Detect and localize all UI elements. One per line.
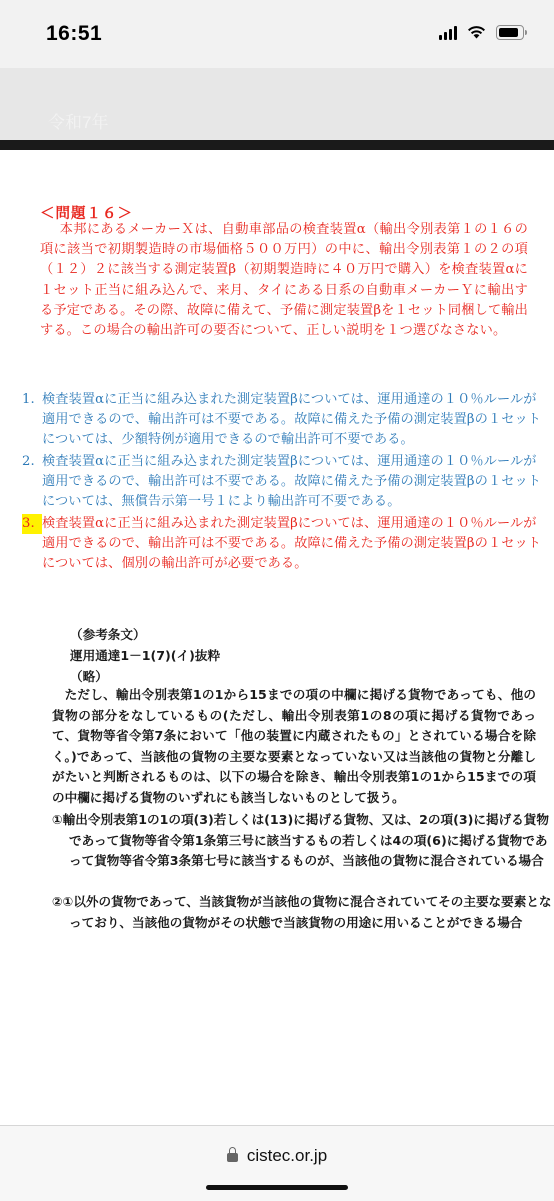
question-body: 本邦にあるメーカーＸは、自動車部品の検査装置α（輸出令別表第１の１６の項に該当で初期製造時の市場価格５００万円）の中に、輸出令別表第１の２の項（１２）２に該当する測定装置β（初期製造時に４０万円で購入）を検査装置αに１セット正当に組み込んで、来月、タイにある日系の自動車メーカーＹに輸出する予定である。その際、故障に備えて、予備に測定装置βを１セット同梱して輸出する。この場合の輸出許可の要否について、正しい説明を１つ選びなさない。 [40,222,528,339]
browser-bottom-bar [0,1125,554,1201]
url-bar[interactable] [0,1146,554,1166]
wifi-icon [467,25,486,39]
option-number-highlighted: 3. [22,514,42,534]
lock-icon [227,1153,238,1162]
option-number: 2. [22,454,35,469]
url-text: cistec.or.jp [246,1146,328,1165]
option-text: 検査装置αに正当に組み込まれた測定装置βについては、運用通達の１０％ルールが適用できるので、輸出許可は不要である。故障に備えた予備の測定装置βの１セットについては、無償告示第一号１により輸出許可不要である。 [42,454,542,510]
option-text: 検査装置αに正当に組み込まれた測定装置βについては、運用通達の１０％ルールが適用できるので、輸出許可は不要である。故障に備えた予備の測定装置βの１セットについては、少額特例が適用できるので輸出許可不要である。 [42,392,542,448]
option-1 [22,390,548,451]
option-3 [22,514,548,575]
reference-omitted: （略） [70,669,108,684]
home-indicator[interactable] [206,1185,348,1190]
reference-body: ただし、輸出令別表第1の1から15までの項の中欄に掲げる貨物であっても、他の貨物の部分をなしているもの(ただし、輸出令別表第1の8の項に掲げる貨物であって、貨物等省令第7条において「他の装置に内蔵されたもの」とされている場合を除く。)であって、当該他の貨物の主要な要素となっていない又は当該他の貨物と分離しがたいと判断されるものは、以下の場合を除き、輸出令別表第1の1から15までの項の中欄に掲げる貨物のいずれにも該当しないものとして扱う。 [52,687,536,805]
reference-source: 運用通達1－1(7)(イ)抜粋 [70,648,221,663]
option-2 [22,452,548,513]
option-text: 検査装置αに正当に組み込まれた測定装置βについては、運用通達の１０％ルールが適用できるので、輸出許可は不要である。故障に備えた予備の測定装置βの１セットについては、個別の輸出許可が必要である。 [42,516,542,572]
document-header-bar [0,140,554,150]
document-page [0,150,554,1125]
reference-item-2: ②①以外の貨物であって、当該貨物が当該他の貨物に混合されていてその主要な要素となっており、当該他の貨物がその状態で当該貨物の用途に用いることができる場合 [52,894,552,930]
option-number: 1. [22,392,35,407]
status-icons [439,24,524,40]
document-header-faint-text: 令和7年 [48,113,109,132]
reference-item-1: ①輸出令別表第1の1の項(3)若しくは(13)に掲げる貨物、又は、2の項(3)に掲げる貨物であって貨物等省令第1条第三号に該当するもの若しくは4の項(6)に掲げる貨物であって貨物等省令第3条第七号に該当するものが、当該他の貨物に混合されている場合 [52,812,549,869]
cellular-signal-icon [439,24,457,40]
document-header [0,68,554,140]
reference-heading: （参考条文） [70,627,146,642]
status-time: 16:51 [46,22,103,45]
battery-icon [496,25,524,40]
question-title: ＜問題１６＞ [40,205,133,222]
status-bar [0,0,554,68]
